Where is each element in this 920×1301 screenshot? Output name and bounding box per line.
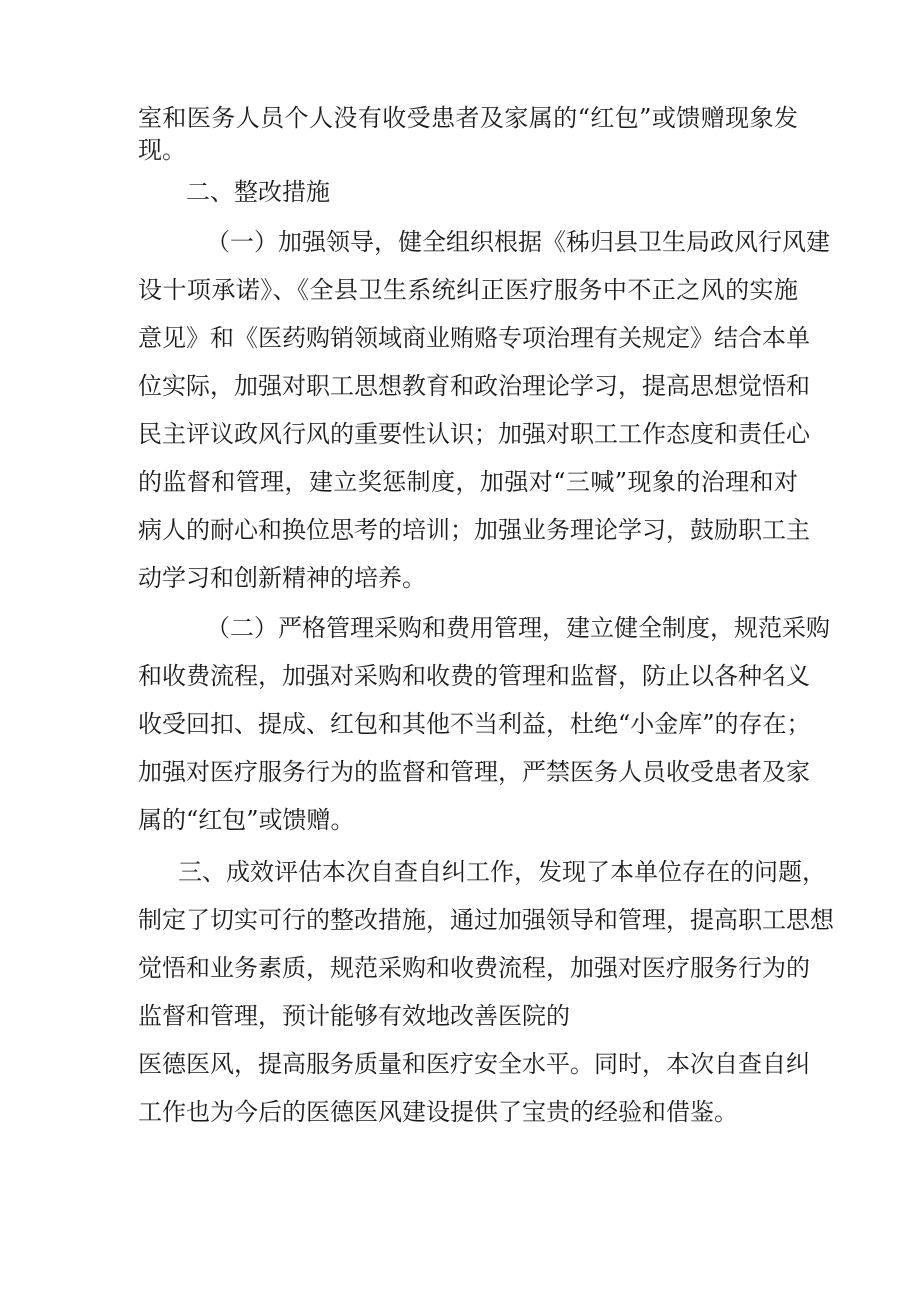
text-line: 收受回扣、提成、红包和其他不当利益，杜绝“小金库”的存在； [138, 710, 811, 738]
text-line: 的监督和管理，建立奖惩制度，加强对“三喊”现象的治理和对 [138, 468, 798, 496]
text-line: 位实际，加强对职工思想教育和政治理论学习，提高思想觉悟和 [138, 372, 810, 400]
text-line: 动学习和创新精神的培养。 [138, 564, 426, 592]
text-line: （一）加强领导，健全组织根据《秭归县卫生局政风行风建 [206, 228, 830, 256]
text-line: 三、成效评估本次自查自纠工作，发现了本单位存在的问题， [178, 858, 826, 886]
text-line: 现。 [138, 136, 186, 164]
text-line: （二）严格管理采购和费用管理，建立健全制度，规范采购 [206, 614, 830, 642]
text-line: 监督和管理，预计能够有效地改善医院的 [138, 1002, 570, 1030]
text-line: 加强对医疗服务行为的监督和管理，严禁医务人员收受患者及家 [138, 758, 810, 786]
text-line: 民主评议政风行风的重要性认识；加强对职工工作态度和责任心 [138, 420, 810, 448]
text-line: 属的“红包”或馈赠。 [138, 806, 355, 834]
text-line: 觉悟和业务素质，规范采购和收费流程，加强对医疗服务行为的 [138, 954, 810, 982]
text-line: 医德医风，提高服务质量和医疗安全水平。同时，本次自查自纠 [138, 1050, 810, 1078]
text-line: 病人的耐心和换位思考的培训；加强业务理论学习，鼓励职工主 [138, 516, 810, 544]
text-line: 和收费流程，加强对采购和收费的管理和监督，防止以各种名义 [138, 662, 810, 690]
text-line: 制定了切实可行的整改措施，通过加强领导和管理，提高职工思想 [138, 906, 834, 934]
text-line: 室和医务人员个人没有收受患者及家属的“红包”或馈赠现象发 [138, 104, 798, 132]
text-line: 设十项承诺》、《全县卫生系统纠正医疗服务中不正之风的实施 [138, 276, 798, 304]
text-line: 工作也为今后的医德医风建设提供了宝贵的经验和借鉴。 [138, 1098, 738, 1126]
section-heading: 二、整改措施 [186, 178, 330, 206]
text-line: 意见》和《医药购销领域商业贿赂专项治理有关规定》结合本单 [138, 324, 810, 352]
